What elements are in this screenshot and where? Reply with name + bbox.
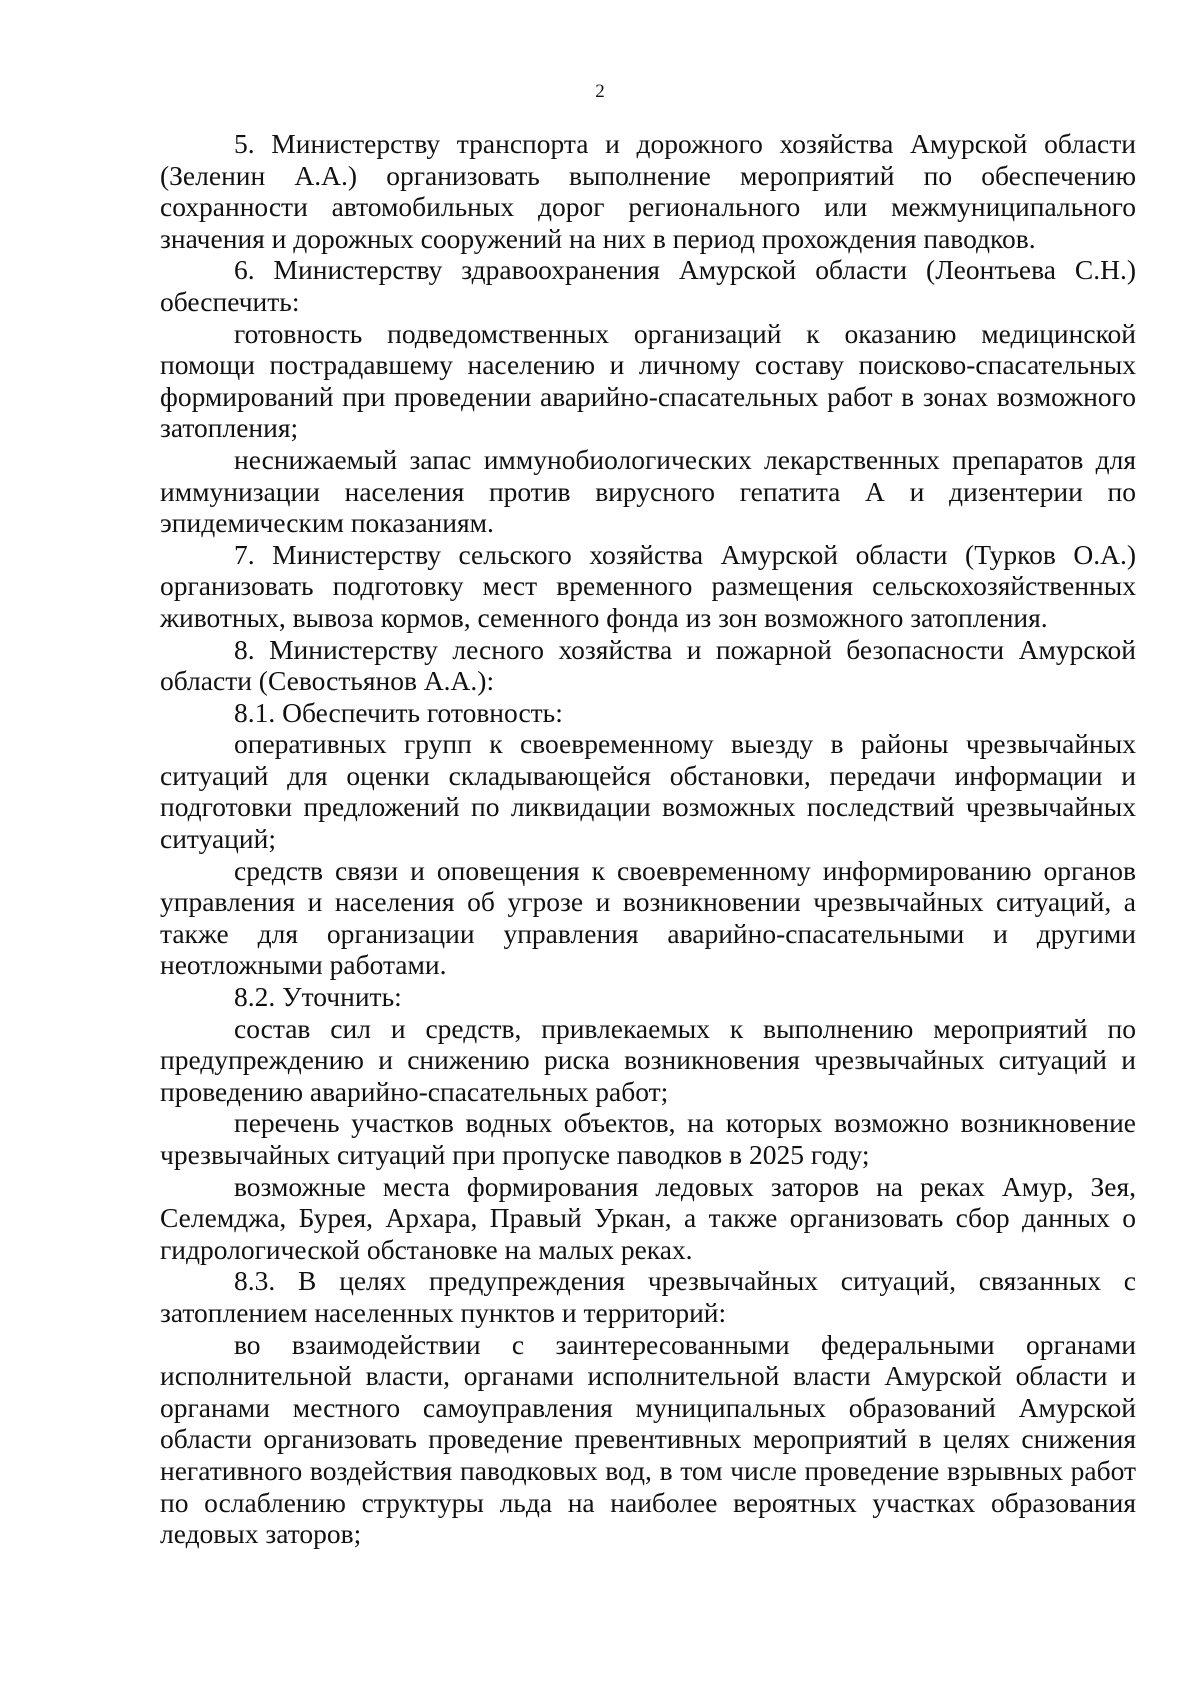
paragraph-8-1: 8.1. Обеспечить готовность:	[234, 696, 563, 728]
document-body	[160, 128, 1136, 1550]
paragraph-8-2-item-3: возможные места формирования ледовых заторов на реках Амур, Зея, Селемджа, Бурея, Архара, Правый Уркан, а также организовать сбор данных о гидрологической обстановке на малых реках.	[160, 1170, 1136, 1265]
paragraph-6: 6. Министерству здравоохранения Амурской области (Леонтьева С.Н.) обеспечить:	[160, 254, 1136, 317]
paragraph-8-2-item-2: перечень участков водных объектов, на которых возможно возникновение чрезвычайных ситуаций при пропуске паводков в 2025 году;	[160, 1107, 1136, 1170]
paragraph-5: 5. Министерству транспорта и дорожного хозяйства Амурской области (Зеленин А.А.) организовать выполнение мероприятий по обеспечению сохранности автомобильных дорог регионального или межмуниципального значения и дорожных сооружений на них в период прохождения паводков.	[160, 128, 1136, 254]
paragraph-8-1-item-1: оперативных групп к своевременному выезду в районы чрезвычайных ситуаций для оценки складывающейся обстановки, передачи информации и подготовки предложений по ликвидации возможных последствий чрезвычайных ситуаций;	[160, 728, 1136, 855]
paragraph-8-1-item-2: средств связи и оповещения к своевременному информированию органов управления и населения об угрозе и возникновении чрезвычайных ситуаций, а также для организации управления аварийно-спасательными и другими неотложными работами.	[160, 854, 1136, 981]
page-number: 2	[595, 81, 605, 102]
paragraph-7: 7. Министерству сельского хозяйства Амурской области (Турков О.А.) организовать подготовку мест временного размещения сельскохозяйственных животных, вывоза кормов, семенного фонда из зон возможного затопления.	[160, 538, 1136, 633]
paragraph-6-item-2: неснижаемый запас иммунобиологических лекарственных препаратов для иммунизации населения против вирусного гепатита А и дизентерии по эпидемическим показаниям.	[160, 443, 1136, 539]
paragraph-8-2-item-1: состав сил и средств, привлекаемых к выполнению мероприятий по предупреждению и снижению риска возникновения чрезвычайных ситуаций и проведению аварийно-спасательных работ;	[160, 1012, 1136, 1107]
paragraph-8-3: 8.3. В целях предупреждения чрезвычайных ситуаций, связанных с затоплением населенных пунктов и территорий:	[160, 1265, 1136, 1328]
paragraph-6-item-1: готовность подведомственных организаций к оказанию медицинской помощи пострадавшему населению и личному составу поисково-спасательных формирований при проведении аварийно-спасательных работ в зонах возможного затопления;	[160, 317, 1136, 444]
paragraph-8: 8. Министерству лесного хозяйства и пожарной безопасности Амурской области (Севостьянов А.А.):	[160, 633, 1136, 697]
paragraph-8-2: 8.2. Уточнить:	[234, 981, 402, 1013]
paragraph-8-3-item-1: во взаимодействии с заинтересованными федеральными органами исполнительной власти, органами исполнительной власти Амурской области и органами местного самоуправления муниципальных образований Амурской области организовать проведение превентивных мероприятий в целях снижения негативного воздействия паводковых вод, в том числе проведение взрывных работ по ослаблению структуры льда на наиболее вероятных участках образования ледовых заторов;	[160, 1328, 1136, 1550]
